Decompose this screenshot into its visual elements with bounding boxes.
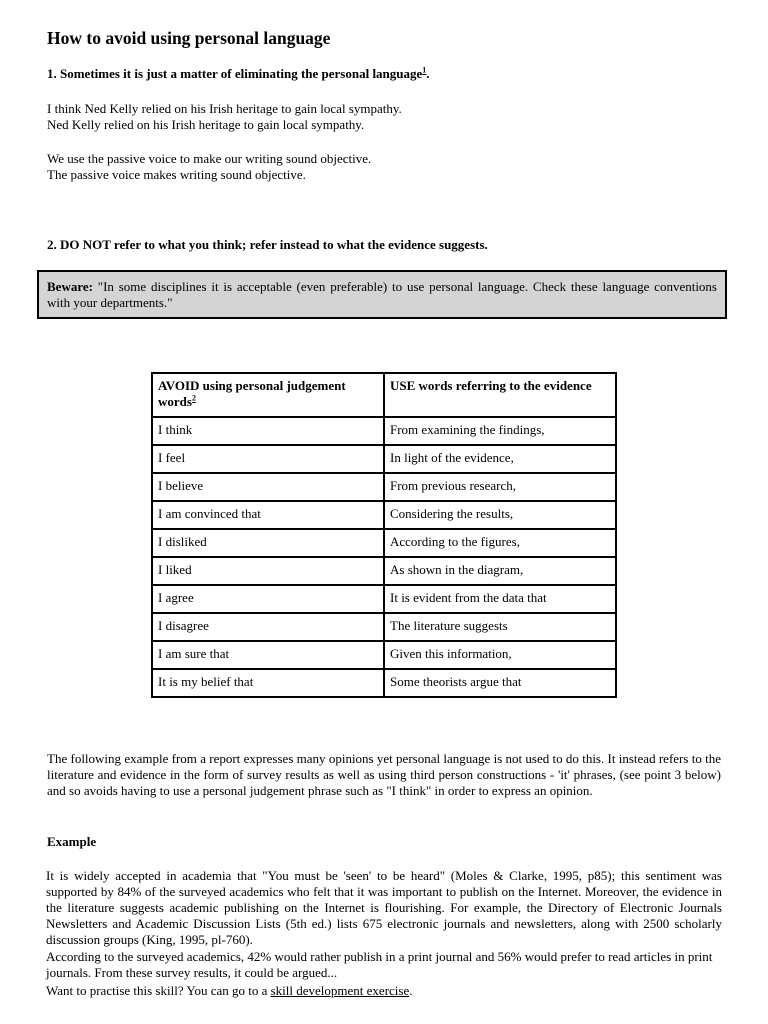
example-sentence-impersonal: Ned Kelly relied on his Irish heritage to gain local sympathy.: [47, 117, 365, 132]
avoid-phrase-cell: I disliked: [152, 529, 384, 557]
footnote-1-link[interactable]: 1: [422, 65, 427, 75]
header-avoid: [152, 373, 384, 417]
evidence-phrase-cell: From examining the findings,: [384, 417, 616, 445]
evidence-phrase-cell: Some theorists argue that: [384, 669, 616, 697]
beware-label: Beware:: [47, 279, 93, 294]
table-row: [152, 613, 616, 641]
evidence-phrase-cell: According to the figures,: [384, 529, 616, 557]
avoid-phrase-cell: I believe: [152, 473, 384, 501]
example-sentence-personal: I think Ned Kelly relied on his Irish heritage to gain local sympathy.: [47, 101, 402, 116]
page-title: How to avoid using personal language: [47, 28, 331, 48]
avoid-phrase-cell: I am convinced that: [152, 501, 384, 529]
table-row: [152, 501, 616, 529]
example-sentence-personal: We use the passive voice to make our writing sound objective.: [47, 151, 372, 166]
example-heading: Example: [47, 834, 97, 849]
practise-text: Want to practise this skill? You can go to a: [46, 983, 271, 998]
beware-box: [37, 270, 727, 319]
header-avoid-text: AVOID using personal judgement words: [158, 378, 346, 409]
section1-heading: [47, 66, 430, 82]
practise-end: .: [409, 983, 413, 998]
comparison-table: [151, 372, 617, 698]
evidence-phrase-cell: Given this information,: [384, 641, 616, 669]
example-pair-2: [47, 151, 371, 183]
avoid-phrase-cell: I disagree: [152, 613, 384, 641]
evidence-phrase-cell: From previous research,: [384, 473, 616, 501]
example-pair-1: [47, 101, 402, 133]
header-use: USE words referring to the evidence: [384, 373, 616, 417]
practise-line: [46, 983, 413, 999]
table-row: [152, 445, 616, 473]
beware-text: "In some disciplines it is acceptable (even preferable) to use personal language. Check these language conventions with your departments.": [47, 279, 717, 310]
table-row: [152, 585, 616, 613]
table-row: [152, 473, 616, 501]
evidence-phrase-cell: Considering the results,: [384, 501, 616, 529]
evidence-phrase-cell: It is evident from the data that: [384, 585, 616, 613]
avoid-phrase-cell: I think: [152, 417, 384, 445]
evidence-phrase-cell: The literature suggests: [384, 613, 616, 641]
footnote-2-link[interactable]: 2: [191, 393, 196, 403]
section1-heading-text: 1. Sometimes it is just a matter of eliminating the personal language: [47, 66, 423, 81]
table-row: [152, 669, 616, 697]
skill-exercise-link[interactable]: skill development exercise: [270, 983, 410, 998]
intro-paragraph: The following example from a report expresses many opinions yet personal language is not used to do this. It instead refers to the literature and evidence in the form of survey results as well as using third person constructions - 'it' phrases, (see point 3 below) and so avoids having to use a personal judgement phrase such as "I think" in order to express an opinion.: [47, 751, 721, 798]
table-body: [152, 417, 616, 697]
avoid-phrase-cell: I liked: [152, 557, 384, 585]
evidence-phrase-cell: In light of the evidence,: [384, 445, 616, 473]
example-paragraph-1: It is widely accepted in academia that "You must be 'seen' to be heard" (Moles & Clarke, 1995, p85); this sentiment was supported by 84% of the surveyed academics who felt that it was important to publish on the Internet. Moreover, the evidence in the literature suggests academic publishing on the Internet is flourishing. For example, the Directory of Electronic Journals Newsletters and Academic Discussion Lists (5th ed.) lists 675 electronic journals and newsletters, along with 2500 scholarly discussion groups (King, 1995, pl-760).: [46, 868, 722, 947]
evidence-phrase-cell: As shown in the diagram,: [384, 557, 616, 585]
table-row: [152, 417, 616, 445]
avoid-phrase-cell: It is my belief that: [152, 669, 384, 697]
table-header-row: [152, 373, 616, 417]
example-sentence-impersonal: The passive voice makes writing sound objective.: [47, 167, 306, 182]
example-paragraph-2: According to the surveyed academics, 42% would rather publish in a print journal and 56% would prefer to read articles in print journals. From these survey results, it could be argued...: [46, 949, 713, 980]
table-row: [152, 557, 616, 585]
avoid-phrase-cell: I am sure that: [152, 641, 384, 669]
avoid-phrase-cell: I agree: [152, 585, 384, 613]
table-row: [152, 529, 616, 557]
section2-heading: 2. DO NOT refer to what you think; refer instead to what the evidence suggests.: [47, 237, 488, 252]
table-row: [152, 641, 616, 669]
section1-heading-end: .: [426, 66, 430, 81]
avoid-phrase-cell: I feel: [152, 445, 384, 473]
